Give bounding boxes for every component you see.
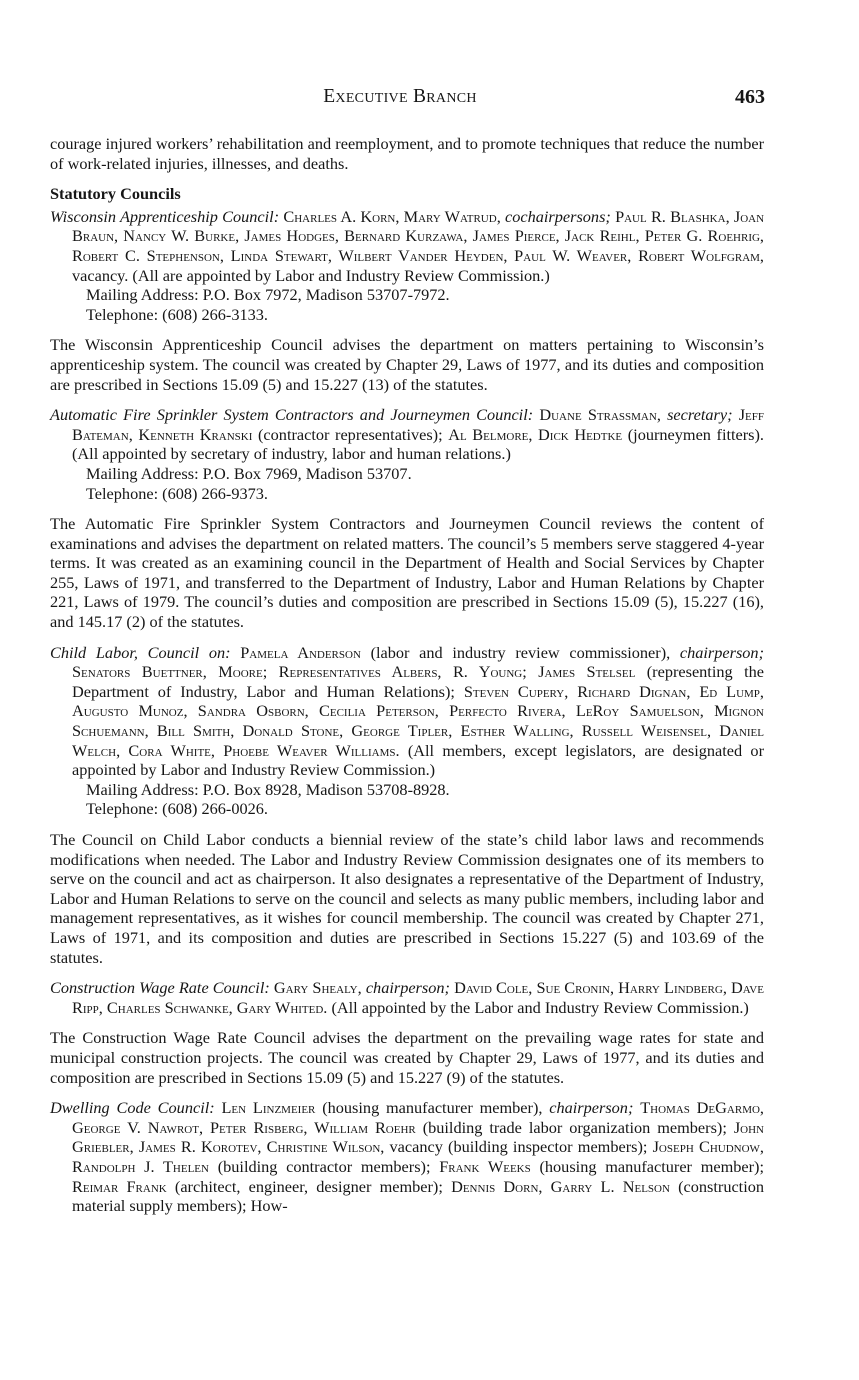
contractor-note: (building contractor members); — [217, 1156, 431, 1176]
inspector-note: vacancy (building inspector members); — [389, 1137, 648, 1157]
page-title: Executive Branch — [323, 86, 477, 107]
apprenticeship-council-entry — [50, 207, 764, 325]
running-head — [0, 86, 859, 112]
council-listing — [50, 643, 764, 780]
construction-wage-council-entry — [50, 978, 764, 1017]
chair-role: chairperson; — [549, 1098, 634, 1118]
contractor-member-names: Joseph Chudnow, Randolph J. Thelen — [72, 1137, 764, 1176]
appointment-note: (All appointed by the Labor and Industry Review Commission.) — [331, 997, 749, 1017]
supply-note: (construction material supply members); — [72, 1176, 765, 1216]
contractor-note: (contractor representatives); — [258, 424, 443, 444]
stelsel-name: James Stelsel — [538, 662, 636, 682]
telephone: Telephone: (608) 266-0026. — [86, 799, 268, 819]
trailing-text: How- — [250, 1196, 288, 1216]
secretary-role: secretary; — [667, 405, 733, 425]
page-number: 463 — [735, 86, 765, 108]
child-labor-council-entry — [50, 643, 764, 819]
appointment-note: (journeymen fitters). (All appointed by secretary of industry, labor and human relations.) — [72, 424, 765, 464]
architect-note: (architect, engineer, designer member); — [174, 1176, 443, 1196]
inspector-member-names: John Griebler, James R. Korotev, Christine Wilson, — [72, 1117, 764, 1157]
supply-member-names: Dennis Dorn, Garry L. Nelson — [451, 1176, 670, 1196]
council-listing — [50, 405, 764, 464]
chair-name: Len Linzmeier — [221, 1098, 316, 1118]
appointment-note: (All members, except legislators, are designated or appointed by Labor and Industry Review Commission.) — [72, 740, 764, 780]
council-name: Wisconsin Apprenticeship Council: — [50, 206, 280, 226]
council-listing — [50, 207, 764, 285]
chairs: Charles A. Korn, Mary Watrud, — [283, 206, 501, 226]
labor-note: (building trade labor organization members); — [422, 1117, 727, 1137]
architect-member-name: Reimar Frank — [72, 1176, 167, 1196]
journeymen-names: Al Belmore, Dick Hedtke — [448, 424, 623, 444]
telephone: Telephone: (608) 266-3133. — [86, 304, 268, 324]
chairs-role: cochairpersons; — [505, 206, 611, 226]
contractor-names: Jeff Bateman, Kenneth Kranski — [72, 405, 764, 444]
chair-note: (housing manufacturer member), — [322, 1098, 543, 1118]
member-names: David Cole, Sue Cronin, Harry Lindberg, Dave Ripp, Charles Schwanke, Gary Whited. — [72, 978, 764, 1017]
member-names: Paul R. Blashka, Joan Braun, Nancy W. Burke, James Hodges, Bernard Kurzawa, James Pierce, Jack Reihl, Peter G. Roehrig, Robert C. Stephenson, Linda Stewart, Wilbert Vander Heyden, Paul W. Weaver, Robert Wolfgram, — [72, 206, 765, 265]
section-heading: Statutory Councils — [50, 184, 181, 204]
manufacturer-note: (housing manufacturer member); — [539, 1156, 764, 1176]
council-name: Construction Wage Rate Council: — [50, 978, 270, 998]
mailing-address: Mailing Address: P.O. Box 8928, Madison 53708-8928. — [86, 779, 450, 799]
labor-member-names: Thomas DeGarmo, George V. Nawrot, Peter Risberg, William Roehr — [72, 1098, 764, 1137]
secretary-name: Duane Strassman, — [539, 405, 661, 425]
intro-paragraph: courage injured workers’ rehabilitation and reemployment, and to promote techniques that reduce the number of work-related injuries, illnesses, and deaths. — [50, 134, 764, 173]
council-name: Dwelling Code Council: — [50, 1098, 215, 1118]
stelsel-note: (representing the Department of Industry, Labor and Human Relations); — [72, 662, 764, 701]
mailing-address: Mailing Address: P.O. Box 7969, Madison 53707. — [86, 463, 412, 483]
mailing-address: Mailing Address: P.O. Box 7972, Madison 53707-7972. — [86, 285, 450, 305]
sprinkler-council-entry — [50, 405, 764, 503]
chair-role: chairperson; — [365, 978, 450, 998]
council-description: The Automatic Fire Sprinkler System Contractors and Journeymen Council reviews the content of examinations and advises the department on related matters. The council’s 5 members serve staggered 4-year terms. It was created as an examining council in the Department of Health and Social Services by Chapter 255, Laws of 1971, and transferred to the Department of Industry, Labor and Human Relations by Chapter 221, Laws of 1979. The council’s duties and composition are prescribed in Sections 15.09 (5), 15.227 (16), and 145.17 (2) of the statutes. — [50, 514, 764, 632]
page-content — [50, 134, 764, 1216]
council-description: The Council on Child Labor conducts a biennial review of the state’s child labor laws and recommends modifications when needed. The Labor and Industry Review Commission designates one of its members to serve on the council and act as chairperson. It also designates a representative of the Department of Industry, Labor and Human Relations to serve on the council and selects as many public members, including labor and management representatives, as it wishes for council membership. The council was created by Chapter 271, Laws of 1971, and its composition and duties are prescribed in Sections 15.227 (5) and 103.69 of the statutes. — [50, 830, 764, 967]
telephone: Telephone: (608) 266-9373. — [86, 483, 268, 503]
manufacturer-member-name: Frank Weeks — [439, 1156, 531, 1176]
dwelling-code-council-entry — [50, 1098, 764, 1216]
member-names: Steven Cupery, Richard Dignan, Ed Lump, Augusto Munoz, Sandra Osborn, Cecilia Peterson, Perfecto Rivera, LeRoy Samuelson, Mignon Schuemann, Bill Smith, Donald Stone, George Tipler, Esther Walling, Russell Weisensel, Daniel Welch, Cora White, Phoebe Weaver Williams. — [72, 681, 764, 760]
chair-name: Pamela Anderson — [240, 642, 361, 662]
legislator-names: Senators Buettner, Moore; Representatives Albers, R. Young; — [72, 662, 527, 682]
chair-name: Gary Shealy, — [273, 978, 362, 998]
chair-note: (labor and industry review commissioner), — [370, 642, 671, 662]
appointment-note: vacancy. (All are appointed by Labor and Industry Review Commission.) — [72, 265, 550, 285]
chair-role: chairperson; — [679, 642, 764, 662]
council-description: The Construction Wage Rate Council advises the department on the prevailing wage rates for state and municipal construction projects. The council was created by Chapter 29, Laws of 1977, and its duties and composition are prescribed in Sections 15.09 (5) and 15.227 (9) of the statutes. — [50, 1028, 764, 1087]
council-description: The Wisconsin Apprenticeship Council advises the department on matters pertaining to Wisconsin’s apprenticeship system. The council was created by Chapter 29, Laws of 1977, and its duties and composition are prescribed in Sections 15.09 (5) and 15.227 (13) of the statutes. — [50, 335, 764, 394]
council-name: Automatic Fire Sprinkler System Contractors and Journeymen Council: — [50, 405, 534, 425]
council-name: Child Labor, Council on: — [50, 642, 231, 662]
